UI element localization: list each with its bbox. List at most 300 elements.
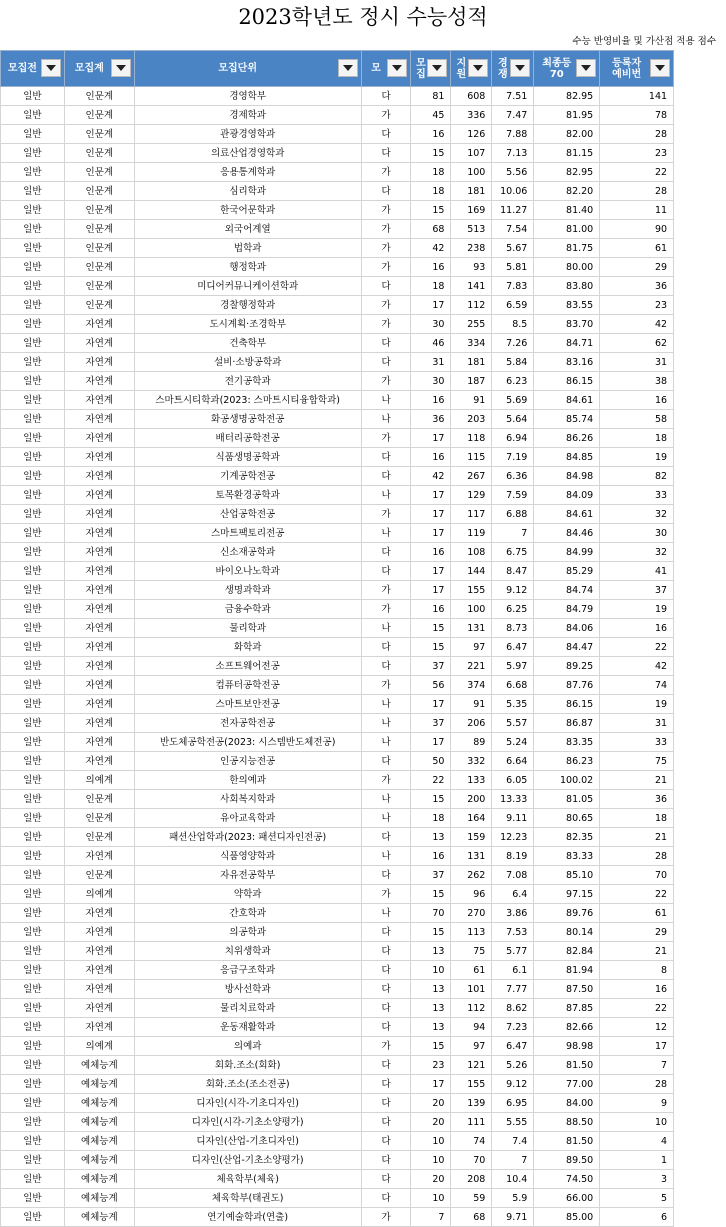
table-cell: 자연계: [64, 714, 134, 733]
table-cell: 22: [600, 638, 674, 657]
table-cell: 일반: [1, 771, 65, 790]
table-cell: 패션산업학과(2023: 패션디자인전공): [134, 828, 361, 847]
table-cell: 예체능계: [64, 1151, 134, 1170]
table-cell: 일반: [1, 980, 65, 999]
filter-dropdown-icon[interactable]: [111, 59, 131, 77]
empty-cell: [674, 163, 726, 182]
table-cell: 일반: [1, 695, 65, 714]
empty-cell: [674, 1094, 726, 1113]
table-cell: 가: [361, 106, 411, 125]
column-header-label: 모: [371, 63, 381, 74]
table-cell: 81.94: [534, 961, 600, 980]
table-cell: 6.75: [492, 543, 534, 562]
table-cell: 자연계: [64, 1018, 134, 1037]
table-row: [1, 106, 726, 125]
table-cell: 144: [451, 562, 492, 581]
table-cell: 일반: [1, 1056, 65, 1075]
table-cell: 89: [451, 733, 492, 752]
table-cell: 바이오나노학과: [134, 562, 361, 581]
table-cell: 21: [600, 771, 674, 790]
table-cell: 스마트보안전공: [134, 695, 361, 714]
table-cell: 소프트웨어전공: [134, 657, 361, 676]
table-cell: 자연계: [64, 448, 134, 467]
table-cell: 121: [451, 1056, 492, 1075]
table-cell: 61: [600, 904, 674, 923]
table-cell: 16: [411, 391, 451, 410]
table-cell: 4: [600, 1132, 674, 1151]
table-row: [1, 809, 726, 828]
table-cell: 다: [361, 353, 411, 372]
table-cell: 608: [451, 87, 492, 106]
table-cell: 인문계: [64, 828, 134, 847]
empty-cell: [674, 87, 726, 106]
filter-dropdown-icon[interactable]: [510, 59, 530, 77]
table-cell: 가: [361, 600, 411, 619]
table-cell: 인문계: [64, 809, 134, 828]
column-header-label: 모집: [416, 57, 426, 80]
table-cell: 91: [451, 695, 492, 714]
empty-cell: [674, 410, 726, 429]
table-cell: 81.95: [534, 106, 600, 125]
table-row: [1, 733, 726, 752]
table-cell: 19: [600, 695, 674, 714]
table-cell: 94: [451, 1018, 492, 1037]
empty-cell: [674, 733, 726, 752]
table-cell: 74: [451, 1132, 492, 1151]
table-cell: 42: [411, 239, 451, 258]
table-cell: 16: [411, 448, 451, 467]
table-cell: 응용통계학과: [134, 163, 361, 182]
table-cell: 일반: [1, 220, 65, 239]
table-cell: 15: [411, 144, 451, 163]
table-row: [1, 524, 726, 543]
table-cell: 일반: [1, 809, 65, 828]
table-cell: 31: [411, 353, 451, 372]
table-row: [1, 125, 726, 144]
table-cell: 7: [600, 1056, 674, 1075]
table-cell: 84.61: [534, 505, 600, 524]
table-row: [1, 980, 726, 999]
table-cell: 15: [411, 923, 451, 942]
table-cell: 85.29: [534, 562, 600, 581]
table-cell: 181: [451, 182, 492, 201]
table-cell: 77.00: [534, 1075, 600, 1094]
table-cell: 다: [361, 638, 411, 657]
table-cell: 자연계: [64, 467, 134, 486]
table-row: [1, 258, 726, 277]
table-cell: 84.85: [534, 448, 600, 467]
table-cell: 일반: [1, 258, 65, 277]
table-cell: 28: [600, 847, 674, 866]
table-cell: 112: [451, 999, 492, 1018]
table-cell: 예체능계: [64, 1189, 134, 1208]
table-cell: 다: [361, 1132, 411, 1151]
table-cell: 일반: [1, 581, 65, 600]
table-row: [1, 239, 726, 258]
empty-cell: [674, 315, 726, 334]
filter-dropdown-icon[interactable]: [576, 59, 596, 77]
document-title: 2023학년도 정시 수능성적: [238, 5, 488, 29]
table-cell: 자연계: [64, 733, 134, 752]
filter-dropdown-icon[interactable]: [338, 59, 358, 77]
table-cell: 일반: [1, 448, 65, 467]
table-row: [1, 1132, 726, 1151]
empty-cell: [674, 334, 726, 353]
empty-cell: [674, 1189, 726, 1208]
table-cell: 100: [451, 600, 492, 619]
empty-cell: [674, 201, 726, 220]
table-row: [1, 695, 726, 714]
table-cell: 84.00: [534, 1094, 600, 1113]
table-cell: 86.23: [534, 752, 600, 771]
table-cell: 96: [451, 885, 492, 904]
table-cell: 가: [361, 771, 411, 790]
table-cell: 9.11: [492, 809, 534, 828]
table-cell: 다: [361, 467, 411, 486]
table-cell: 미디어커뮤니케이션학과: [134, 277, 361, 296]
table-cell: 29: [600, 258, 674, 277]
filter-dropdown-icon[interactable]: [41, 59, 61, 77]
empty-cell: [674, 1208, 726, 1227]
empty-cell: [674, 524, 726, 543]
table-cell: 자연계: [64, 372, 134, 391]
table-cell: 86.15: [534, 372, 600, 391]
table-cell: 일반: [1, 1132, 65, 1151]
table-cell: 가: [361, 315, 411, 334]
table-cell: 97: [451, 1037, 492, 1056]
empty-cell: [674, 353, 726, 372]
table-cell: 일반: [1, 372, 65, 391]
table-cell: 81.00: [534, 220, 600, 239]
table-cell: 16: [411, 125, 451, 144]
table-cell: 일반: [1, 125, 65, 144]
table-cell: 자연계: [64, 847, 134, 866]
table-cell: 연기예술학과(연출): [134, 1208, 361, 1227]
table-cell: 인문계: [64, 201, 134, 220]
table-cell: 17: [411, 581, 451, 600]
table-cell: 경찰행정학과: [134, 296, 361, 315]
table-row: [1, 391, 726, 410]
table-cell: 12.23: [492, 828, 534, 847]
table-cell: 예체능계: [64, 1094, 134, 1113]
table-cell: 42: [411, 467, 451, 486]
table-cell: 일반: [1, 1170, 65, 1189]
table-cell: 다: [361, 942, 411, 961]
empty-cell: [674, 220, 726, 239]
table-cell: 5.77: [492, 942, 534, 961]
table-cell: 자연계: [64, 942, 134, 961]
table-row: [1, 486, 726, 505]
table-cell: 100.02: [534, 771, 600, 790]
table-cell: 81.05: [534, 790, 600, 809]
table-cell: 나: [361, 790, 411, 809]
table-cell: 89.50: [534, 1151, 600, 1170]
table-cell: 10: [411, 1189, 451, 1208]
table-cell: 7.13: [492, 144, 534, 163]
table-cell: 32: [600, 543, 674, 562]
empty-cell: [674, 125, 726, 144]
table-row: [1, 1056, 726, 1075]
table-cell: 91: [451, 391, 492, 410]
table-cell: 82.00: [534, 125, 600, 144]
table-cell: 262: [451, 866, 492, 885]
column-header: [600, 51, 674, 87]
empty-cell: [674, 942, 726, 961]
header-row: [1, 51, 726, 87]
table-cell: 81.50: [534, 1132, 600, 1151]
table-cell: 나: [361, 904, 411, 923]
table-cell: 133: [451, 771, 492, 790]
table-cell: 17: [411, 429, 451, 448]
table-cell: 85.10: [534, 866, 600, 885]
table-cell: 5.84: [492, 353, 534, 372]
table-cell: 75: [451, 942, 492, 961]
table-cell: 81.15: [534, 144, 600, 163]
table-cell: 8.62: [492, 999, 534, 1018]
table-cell: 다: [361, 828, 411, 847]
table-cell: 7.53: [492, 923, 534, 942]
table-cell: 식품영양학과: [134, 847, 361, 866]
table-cell: 74.50: [534, 1170, 600, 1189]
table-cell: 19: [600, 600, 674, 619]
table-cell: 31: [600, 714, 674, 733]
filter-dropdown-icon[interactable]: [650, 59, 670, 77]
table-cell: 일반: [1, 163, 65, 182]
table-cell: 배터리공학전공: [134, 429, 361, 448]
table-row: [1, 315, 726, 334]
table-cell: 15: [411, 885, 451, 904]
table-cell: 36: [600, 790, 674, 809]
table-cell: 일반: [1, 1094, 65, 1113]
table-cell: 일반: [1, 486, 65, 505]
column-header: [411, 51, 451, 87]
table-cell: 16: [600, 980, 674, 999]
table-cell: 응급구조학과: [134, 961, 361, 980]
table-cell: 112: [451, 296, 492, 315]
table-cell: 전자공학전공: [134, 714, 361, 733]
empty-cell: [674, 1113, 726, 1132]
table-cell: 5.69: [492, 391, 534, 410]
table-cell: 다: [361, 87, 411, 106]
table-cell: 87.85: [534, 999, 600, 1018]
table-cell: 인문계: [64, 182, 134, 201]
table-cell: 가: [361, 201, 411, 220]
table-cell: 334: [451, 334, 492, 353]
table-cell: 58: [600, 410, 674, 429]
table-row: [1, 277, 726, 296]
table-row: [1, 961, 726, 980]
table-cell: 6.05: [492, 771, 534, 790]
table-cell: 일반: [1, 999, 65, 1018]
table-cell: 다: [361, 277, 411, 296]
table-cell: 6.47: [492, 1037, 534, 1056]
table-cell: 15: [411, 1037, 451, 1056]
table-cell: 200: [451, 790, 492, 809]
table-cell: 17: [411, 296, 451, 315]
empty-cell: [674, 1132, 726, 1151]
table-cell: 다: [361, 1075, 411, 1094]
empty-cell: [674, 144, 726, 163]
table-row: [1, 1075, 726, 1094]
table-cell: 인문계: [64, 125, 134, 144]
table-cell: 의예계: [64, 1037, 134, 1056]
filter-dropdown-icon[interactable]: [427, 59, 447, 77]
filter-dropdown-icon[interactable]: [387, 59, 407, 77]
table-cell: 28: [600, 182, 674, 201]
table-cell: 5.64: [492, 410, 534, 429]
table-cell: 일반: [1, 87, 65, 106]
score-table: [0, 50, 726, 1227]
table-row: [1, 543, 726, 562]
table-row: [1, 885, 726, 904]
table-cell: 97.15: [534, 885, 600, 904]
empty-cell: [674, 695, 726, 714]
table-cell: 나: [361, 619, 411, 638]
table-cell: 치위생학과: [134, 942, 361, 961]
table-cell: 86.26: [534, 429, 600, 448]
table-cell: 15: [411, 790, 451, 809]
table-cell: 13: [411, 942, 451, 961]
table-cell: 141: [600, 87, 674, 106]
table-cell: 자연계: [64, 600, 134, 619]
table-cell: 건축학부: [134, 334, 361, 353]
table-row: [1, 220, 726, 239]
table-row: [1, 410, 726, 429]
table-cell: 가: [361, 581, 411, 600]
filter-dropdown-icon[interactable]: [468, 59, 488, 77]
table-cell: 일반: [1, 1018, 65, 1037]
table-cell: 5.67: [492, 239, 534, 258]
table-row: [1, 429, 726, 448]
empty-cell: [674, 239, 726, 258]
table-cell: 90: [600, 220, 674, 239]
table-cell: 84.09: [534, 486, 600, 505]
table-cell: 164: [451, 809, 492, 828]
table-cell: 반도체공학전공(2023: 시스템반도체전공): [134, 733, 361, 752]
table-cell: 5.24: [492, 733, 534, 752]
table-cell: 17: [411, 505, 451, 524]
table-cell: 설비·소방공학과: [134, 353, 361, 372]
table-cell: 6.94: [492, 429, 534, 448]
empty-cell: [674, 467, 726, 486]
table-cell: 28: [600, 1075, 674, 1094]
table-cell: 33: [600, 486, 674, 505]
empty-cell: [674, 1075, 726, 1094]
table-cell: 가: [361, 296, 411, 315]
table-cell: 자연계: [64, 619, 134, 638]
table-cell: 74: [600, 676, 674, 695]
table-row: [1, 714, 726, 733]
table-cell: 9.71: [492, 1208, 534, 1227]
column-header: [361, 51, 411, 87]
table-cell: 9.12: [492, 1075, 534, 1094]
table-cell: 155: [451, 581, 492, 600]
table-cell: 93: [451, 258, 492, 277]
table-cell: 다: [361, 144, 411, 163]
empty-cell: [674, 1170, 726, 1189]
table-cell: 7.19: [492, 448, 534, 467]
column-header-label: 모집전: [7, 63, 37, 74]
table-cell: 16: [411, 847, 451, 866]
table-cell: 일반: [1, 904, 65, 923]
table-cell: 일반: [1, 106, 65, 125]
table-cell: 일반: [1, 847, 65, 866]
table-cell: 84.71: [534, 334, 600, 353]
table-cell: 7: [492, 524, 534, 543]
table-cell: 85.74: [534, 410, 600, 429]
table-cell: 다: [361, 125, 411, 144]
table-cell: 84.46: [534, 524, 600, 543]
table-row: [1, 600, 726, 619]
table-cell: 인문계: [64, 258, 134, 277]
empty-cell: [674, 771, 726, 790]
table-cell: 가: [361, 372, 411, 391]
table-cell: 78: [600, 106, 674, 125]
empty-cell: [674, 372, 726, 391]
table-cell: 12: [600, 1018, 674, 1037]
table-cell: 일반: [1, 828, 65, 847]
table-cell: 11.27: [492, 201, 534, 220]
table-cell: 20: [411, 1113, 451, 1132]
table-cell: 나: [361, 847, 411, 866]
table-cell: 일반: [1, 144, 65, 163]
table-cell: 가: [361, 220, 411, 239]
table-cell: 97: [451, 638, 492, 657]
table-cell: 86.87: [534, 714, 600, 733]
table-cell: 가: [361, 1208, 411, 1227]
table-cell: 7.26: [492, 334, 534, 353]
table-cell: 일반: [1, 201, 65, 220]
table-cell: 나: [361, 714, 411, 733]
table-cell: 38: [600, 372, 674, 391]
table-cell: 139: [451, 1094, 492, 1113]
table-cell: 6.59: [492, 296, 534, 315]
table-cell: 18: [411, 163, 451, 182]
table-cell: 신소재공학과: [134, 543, 361, 562]
table-cell: 생명과학과: [134, 581, 361, 600]
table-cell: 68: [411, 220, 451, 239]
table-row: [1, 87, 726, 106]
table-row: [1, 847, 726, 866]
empty-cell: [674, 714, 726, 733]
table-row: [1, 581, 726, 600]
table-cell: 일반: [1, 296, 65, 315]
table-cell: 인문계: [64, 163, 134, 182]
table-row: [1, 144, 726, 163]
table-cell: 80.00: [534, 258, 600, 277]
empty-cell: [674, 657, 726, 676]
empty-cell: [674, 1151, 726, 1170]
table-cell: 30: [411, 372, 451, 391]
empty-cell: [674, 923, 726, 942]
table-cell: 일반: [1, 429, 65, 448]
table-cell: 6.47: [492, 638, 534, 657]
table-row: [1, 1189, 726, 1208]
table-cell: 30: [411, 315, 451, 334]
table-cell: 일반: [1, 524, 65, 543]
table-cell: 나: [361, 410, 411, 429]
table-cell: 자연계: [64, 353, 134, 372]
empty-header-cell: [674, 51, 726, 87]
table-cell: 113: [451, 923, 492, 942]
table-cell: 일반: [1, 391, 65, 410]
table-cell: 15: [411, 638, 451, 657]
table-cell: 6.1: [492, 961, 534, 980]
table-cell: 22: [600, 163, 674, 182]
table-cell: 336: [451, 106, 492, 125]
table-cell: 인문계: [64, 296, 134, 315]
table-cell: 332: [451, 752, 492, 771]
